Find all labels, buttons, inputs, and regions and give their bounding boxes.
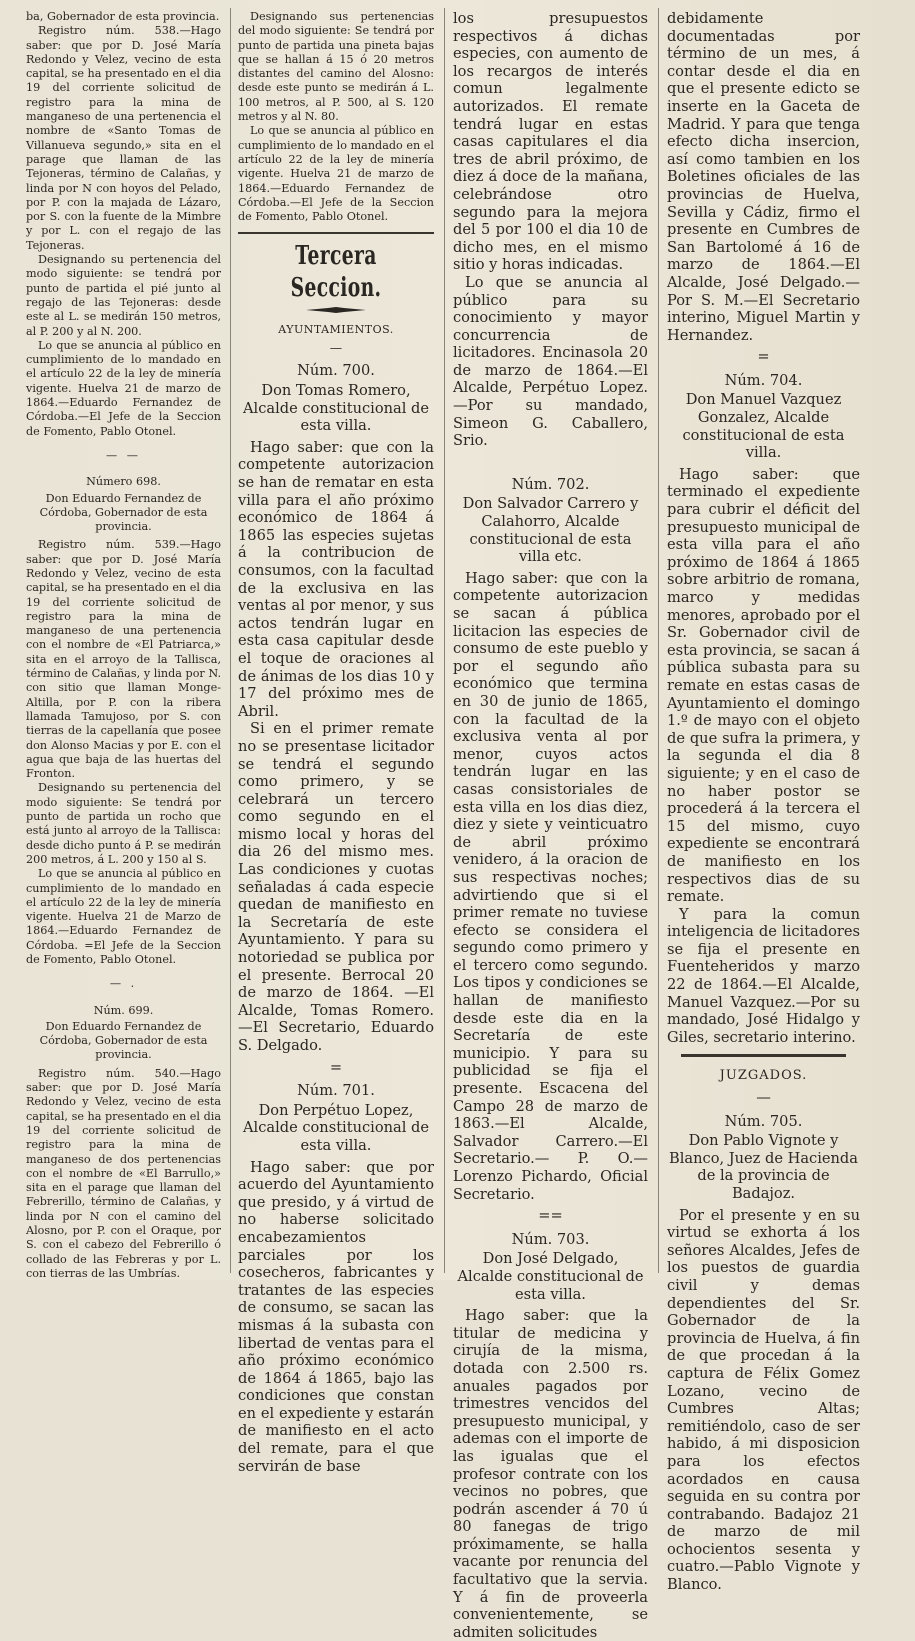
column-divider <box>658 8 659 1273</box>
notice-number: Núm. 703. <box>511 1230 590 1248</box>
separator: — . <box>109 977 138 991</box>
section-rule <box>681 1054 846 1057</box>
notice-continuation: debidamente documentadas por término de un mes, á contar desde el dia en que el presente edicto se inserte en la Gaceta de Madrid. Y para que tenga efecto dicha insercion, así como tambien en los Boletines oficiales de las provincias de Huelva, Sevilla y Cádiz, firmo el presente en Cumbres de San Bartolomé á 16 de marzo de 1864.—El Alcalde, José Delgado.—Por S. M.—El Secretario interino, Miguel Martin y Hernandez. <box>667 10 860 344</box>
notice-closing: Lo que se anuncia al público para su conocimiento y mayor concurrencia de licitadores. Encinasola 20 de marzo de 1864.—El Alcalde, Perpétuo Lopez.—Por su mandado, Simeon G. Caballero, Srio. <box>453 273 648 450</box>
notice-number: Núm. 699. <box>93 1003 154 1017</box>
notice-heading: Don Pablo Vignote y Blanco, Juez de Hacienda de la provincia de Badajoz. <box>669 1132 858 1202</box>
notice-body: Hago saber: que con la competente autorizacion se sacan á pública licitacion las especies de consumo de este pueblo y por el segundo año económico que termina en 30 de junio de 1865, con la facultad de la exclusiva venta al por menor, cuyos actos tendrán lugar en las casas consistoriales de esta villa en los dias diez, diez y siete y veinticuatro de abril próximo venidero, á la oracion de sus respectivas noches; advirtiendo que si el primer remate no tuviese efecto se considera el segundo como primero y el tercero como segundo. Los tipos y condiciones se hallan de manifiesto desde este dia en la Secretaría de este municipio. Y para su publicidad se fija el presente. Escacena del Campo 28 de marzo de 1863.—El Alcalde, Salvador Carrero.—El Secretario.— P. O.—Lorenzo Pichardo, Oficial Secretario. <box>453 569 648 1203</box>
notice-heading: Don Eduardo Fernandez de Córdoba, Gobernador de esta provincia. <box>39 1019 208 1062</box>
notice-body: Registro núm. 539.—Hago saber: que por D. José María Redondo y Velez, vecino de esta capital, se ha presentado en el dia 19 del corriente solicitud de registro para la mina de manganeso de una pertenencia con el nombre de «El Patriarca,» sita en el arroyo de la Tallisca, término de Calañas, y linda por N. con sitio que llaman Monge-Altilla, por P. con la ribera llamada Tamujoso, por S. con tierras de la capellanía que posee don Alonso Macias y por E. con el agua que baja de las huertas del Fronton. <box>26 538 221 781</box>
notice-body: Por el presente y en su virtud se exhorta á los señores Alcaldes, Jefes de los puestos de guardia civil y demas dependientes del Sr. Gobernador de la provincia de Huelva, á fin de que procedan á la captura de Félix Gomez Lozano, vecino de Cumbres Altas; remitiéndolo, caso de ser habido, á mi disposicion para los efectos acordados en causa seguida en su contra por contrabando. Badajoz 21 de marzo de mil ochocientos sesenta y cuatro.—Pablo Vignote y Blanco. <box>667 1206 860 1594</box>
column-3 <box>453 10 648 1641</box>
notice-body: Hago saber: que la titular de medicina y cirujía de la misma, dotada con 2.500 rs. anuales pagados por trimestres vencidos del presupuesto municipal, y ademas con el importe de las igualas que el profesor contrate con los vecinos no pobres, que podrán ascender á 70 ú 80 fanegas de trigo próximamente, se halla vacante por renuncia del facultativo que la servia. Y á fin de proveerla convenientemente, se admiten solicitudes <box>453 1307 648 1641</box>
notice-body: Hago saber: que con la competente autorizacion se han de rematar en esta villa para el año próximo económico de 1864 á 1865 las especies sujetas á la contribucion de consumos, con la facultad de la exclusiva en las ventas al por menor, y sus actos tendrán lugar en esta casa capitular desde el toque de oraciones al de ánimas de los dias 10 y 17 del próximo mes de Abril. <box>238 438 434 720</box>
notice-body: Hago saber: que por acuerdo del Ayuntamiento que presido, y á virtud de no haberse solicitado encabezamientos parciales por los cosecheros, fabricantes y tratantes de las especies de consumo, se sacan las mismas á la subasta con libertad de ventas para el año próximo económico de 1864 á 1865, bajo las condiciones que constan en el expediente y estarán de manifiesto en el acto del remate, para el que servirán de base <box>238 1158 434 1475</box>
short-dash: — <box>756 1089 771 1107</box>
separator: = <box>757 348 770 366</box>
notice-continuation: Designando sus pertenencias del modo siguiente: Se tendrá por punto de partida una pineta bajas que se hallan á 15 ó 20 metros distantes del camino del Alosno: desde este punto se medirán á L. 100 metros, al P. 500, al S. 120 metros y al N. 80. <box>238 10 434 124</box>
separator: — — <box>106 448 141 462</box>
notice-heading: Don Tomas Romero, Alcalde constitucional de esta villa. <box>242 382 430 435</box>
notice-number: Núm. 704. <box>724 371 803 389</box>
notice-body: Designando su pertenencia del modo siguiente: Se tendrá por punto de partida un rocho que está junto al arroyo de la Tallisca: desde dicho punto á P. se medirán 200 metros, á L. 200 y 150 al S. <box>26 781 221 866</box>
notice-continuation: los presupuestos respectivos á dichas especies, con aumento de los recargos de interés comun legalmente autorizados. El remate tendrá lugar en estas casas capitulares el dia tres de abril próximo, de diez á doce de la mañana, celebrándose otro segundo para la mejora del 5 por 100 el dia 10 de dicho mes, en el mismo sitio y horas indicadas. <box>453 10 648 274</box>
notice-closing: Y para la comun inteligencia de licitadores se fija el presente en Fuenteheridos y marzo 22 de 1864.—El Alcalde, Manuel Vazquez.—Por su mandado, José Hidalgo y Giles, secretario interino. <box>667 905 860 1046</box>
notice-closing: Lo que se anuncia al público en cumplimiento de lo mandado en el artículo 22 de la ley de minería vigente. Huelva 21 de marzo de 1864.—Eduardo Fernandez de Córdoba.—El Jefe de la Seccion de Fomento, Pablo Otonel. <box>26 338 221 438</box>
notice-heading: Don Perpétuo Lopez, Alcalde constitucional de esta villa. <box>242 1101 430 1154</box>
notice-body: Registro núm. 540.—Hago saber: que por D. José María Redondo y Velez, vecino de esta capital, se ha presentado en el dia 19 del corriente solicitud de registro para la mina de manganeso de dos pertenencias con el nombre de «El Barrullo,» sita en el parage que llaman del Febrerillo, término de Calañas, y linda por N con el camino del Alosno, por P. con el Oraque, por S. con el cabezo del Febrerillo ó collado de las Febreras y por L. con tierras de las Umbrías. <box>26 1066 221 1280</box>
column-1 <box>26 10 221 1280</box>
notice-body: Registro núm. 538.—Hago saber: que por D. José María Redondo y Velez, vecino de esta capital, se ha presentado en el dia 19 del corriente solicitud de registro para la mina de manganeso de una pertenencia el nombre de «Santo Tomas de Villanueva segundo,» sita en el parage que llaman de las Tejoneras, término de Calañas, y linda por N con hoyos del Pelado, por P. con la majada de Lázaro, por S. con la fuente de la Mimbre y por L. con el regajo de las Tejoneras. <box>26 24 221 252</box>
separator: == <box>538 1207 563 1225</box>
column-divider <box>230 8 231 1273</box>
ornament-dash <box>306 306 366 314</box>
column-2 <box>238 10 434 1475</box>
notice-closing: Lo que se anuncia al público en cumplimiento de lo mandado en el artículo 22 de la ley de minería vigente. Huelva 21 de Marzo de 1864.—Eduardo Fernandez de Córdoba. =El Jefe de la Seccion de Fomento, Pablo Otonel. <box>26 867 221 966</box>
section-title: Tercera Seccion. <box>290 241 382 304</box>
subsection-title: JUZGADOS. <box>719 1068 808 1084</box>
notice-heading: Don Eduardo Fernandez de Córdoba, Gobernador de esta provincia. <box>39 491 208 534</box>
short-dash: — <box>329 340 343 356</box>
column-divider <box>444 8 445 1273</box>
notice-continuation: ba, Gobernador de esta provincia. <box>26 10 220 23</box>
notice-body: Hago saber: que terminado el expediente para cubrir el déficit del presupuesto municipal de esta villa para el año próximo de 1864 á 1865 sobre arbitrio de romana, marco y medidas menores, aprobado por el Sr. Gobernador civil de esta provincia, se sacan á pública subasta para su remate en estas casas de Ayuntamiento el domingo 1.º de mayo con el objeto de que sufra la primera, y la segunda el dia 8 siguiente; y en el caso de no haber postor se procederá á la tercera el 15 del mismo, cuyo expediente se encontrará de manifiesto en los respectivos dias de su remate. <box>667 465 860 906</box>
notice-number: Número 698. <box>86 475 161 489</box>
column-4 <box>667 10 860 1594</box>
notice-heading: Don Salvador Carrero y Calahorro, Alcalde constitucional de esta villa etc. <box>462 495 639 566</box>
separator: = <box>329 1058 343 1076</box>
notice-body: Designando su pertenencia del modo siguiente: se tendrá por punto de partida el pié junto al regajo de las Tejoneras: desde este al L. se medirán 150 metros, al P. 200 y al N. 200. <box>26 253 221 338</box>
notice-closing: Lo que se anuncia al público en cumplimiento de lo mandado en el artículo 22 de la ley de minería vigente. Huelva 21 de marzo de 1864.—Eduardo Fernandez de Córdoba.—El Jefe de la Seccion de Fomento, Pablo Otonel. <box>238 124 434 224</box>
notice-heading: Don Manuel Vazquez Gonzalez, Alcalde constitucional de esta villa. <box>682 391 845 462</box>
section-rule <box>238 232 434 234</box>
subsection-title: AYUNTAMIENTOS. <box>278 323 394 337</box>
notice-number: Núm. 701. <box>297 1082 375 1100</box>
notice-number: Núm. 700. <box>297 362 375 380</box>
notice-heading: Don José Delgado, Alcalde constitucional de esta villa. <box>457 1250 644 1303</box>
notice-number: Núm. 702. <box>511 475 590 493</box>
notice-number: Núm. 705. <box>724 1112 803 1130</box>
notice-body: Si en el primer remate no se presentase licitador se tendrá el segundo como primero, y se celebrará un tercero como segundo en el mismo local y horas del dia 26 del mismo mes. Las condiciones y cuotas señaladas á cada especie quedan de manifiesto en la Secretaría de este Ayuntamiento. Y para su notoriedad se publica por el presente. Berrocal 20 de marzo de 1864. —El Alcalde, Tomas Romero. —El Secretario, Eduardo S. Delgado. <box>238 720 434 1055</box>
